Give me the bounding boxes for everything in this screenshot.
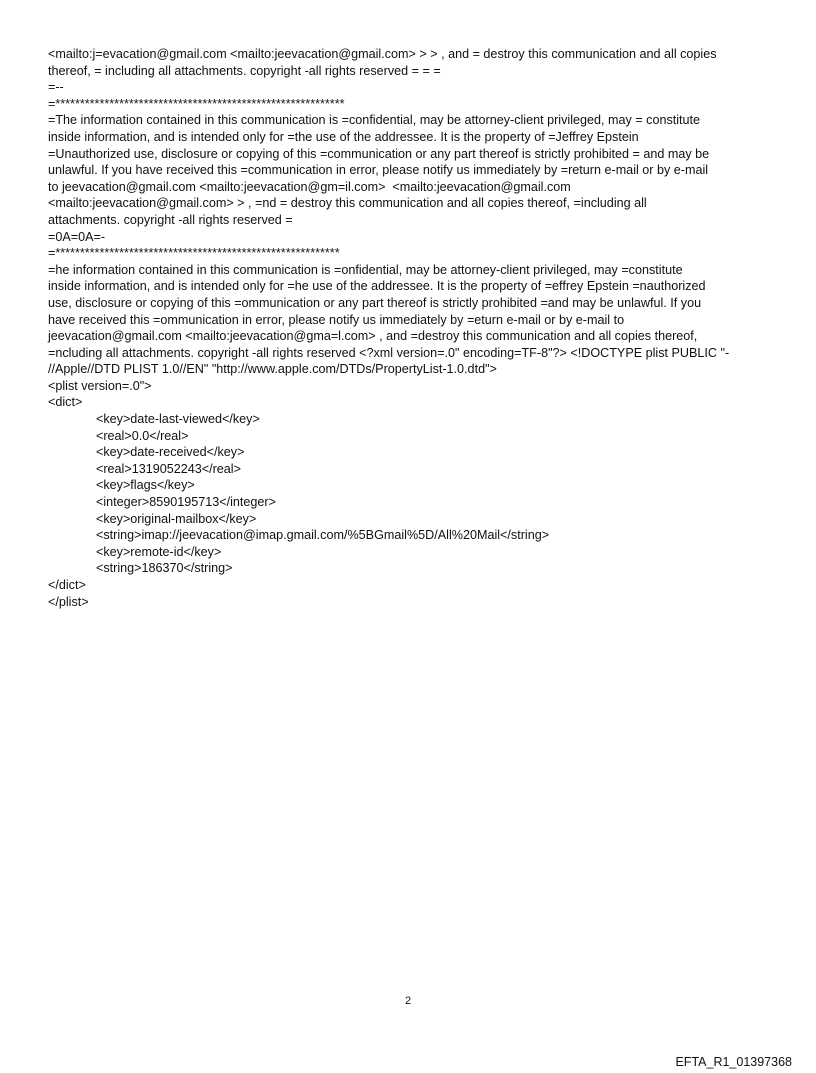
plist-key: <key>flags</key>: [96, 478, 195, 493]
plist-value: <real>0.0</real>: [96, 428, 189, 443]
plist-open-tag: <plist version=.0">: [48, 378, 152, 393]
dict-close-tag: </dict>: [48, 578, 86, 592]
plist-key: <key>original-mailbox</key>: [96, 511, 257, 526]
plist-entries: [48, 411, 778, 577]
document-body: [48, 46, 778, 610]
paragraph-disclaimer-tail: [48, 46, 778, 112]
text-line: have received this =ommunication in error, please notify us immediately by =eturn e-mail or by e-mail to: [48, 312, 625, 327]
plist-close-tag: </plist>: [48, 594, 89, 609]
plist-value: <string>186370</string>: [96, 561, 233, 576]
plist-value: <real>1319052243</real>: [96, 461, 241, 476]
text-line: =The information contained in this communication is =confidential, may be attorney-client privileged, may = constitute: [48, 113, 701, 128]
text-line: inside information, and is intended only for =the use of the addressee. It is the property of =Jeffrey Epstein: [48, 129, 639, 144]
text-line: jeevacation@gmail.com <mailto:jeevacation@gma=l.com> , and =destroy this communication and all copies thereof,: [48, 329, 698, 344]
paragraph-confidentiality-notice-1: [48, 112, 778, 261]
text-line: =--: [48, 80, 64, 95]
text-line: //Apple//DTD PLIST 1.0//EN" "http://www.apple.com/DTDs/PropertyList-1.0.dtd">: [48, 362, 497, 377]
text-line: attachments. copyright -all rights reserved =: [48, 212, 293, 227]
text-line: =0A=0A=-: [48, 229, 106, 244]
separator-line: =**********************************************************: [48, 246, 340, 261]
closing-tags: [48, 577, 778, 610]
text-line: thereof, = including all attachments. copyright -all rights reserved = = =: [48, 63, 441, 78]
plist-key: <key>date-last-viewed</key>: [96, 412, 260, 427]
text-line: =ncluding all attachments. copyright -all rights reserved <?xml version=.0" encoding=TF-8"?> <!DOCTYPE plist PUBLIC "-: [48, 345, 730, 360]
text-line: inside information, and is intended only for =he use of the addressee. It is the property of =effrey Epstein =nauthorized: [48, 279, 706, 294]
text-line: =Unauthorized use, disclosure or copying of this =communication or any part thereof is strictly prohibited = and may be: [48, 146, 710, 161]
plist-value: <string>imap://jeevacation@imap.gmail.com/%5BGmail%5D/All%20Mail</string>: [96, 528, 550, 543]
page-number: 2: [404, 995, 412, 1007]
text-line: <mailto:j=evacation@gmail.com <mailto:jeevacation@gmail.com> > > , and = destroy this communication and all copies: [48, 47, 717, 61]
text-line: to jeevacation@gmail.com <mailto:jeevacation@gm=il.com> <mailto:jeevacation@gmail.com: [48, 179, 571, 194]
paragraph-confidentiality-notice-2: [48, 262, 778, 411]
plist-key: <key>date-received</key>: [96, 445, 245, 460]
text-line: =he information contained in this communication is =onfidential, may be attorney-client privileged, may =constitute: [48, 262, 683, 277]
dict-open-tag: <dict>: [48, 395, 83, 410]
text-line: <mailto:jeevacation@gmail.com> > , =nd = destroy this communication and all copies thereof, =including all: [48, 196, 647, 211]
bates-number: EFTA_R1_01397368: [675, 1055, 792, 1069]
plist-key: <key>remote-id</key>: [96, 544, 222, 559]
text-line: use, disclosure or copying of this =ommunication or any part thereof is strictly prohibited =and may be unlawful. If you: [48, 295, 702, 310]
text-line: unlawful. If you have received this =communication in error, please notify us immediately by =return e-mail or by e-mail: [48, 163, 709, 178]
plist-value: <integer>8590195713</integer>: [96, 495, 276, 510]
separator-line: =***********************************************************: [48, 96, 345, 111]
